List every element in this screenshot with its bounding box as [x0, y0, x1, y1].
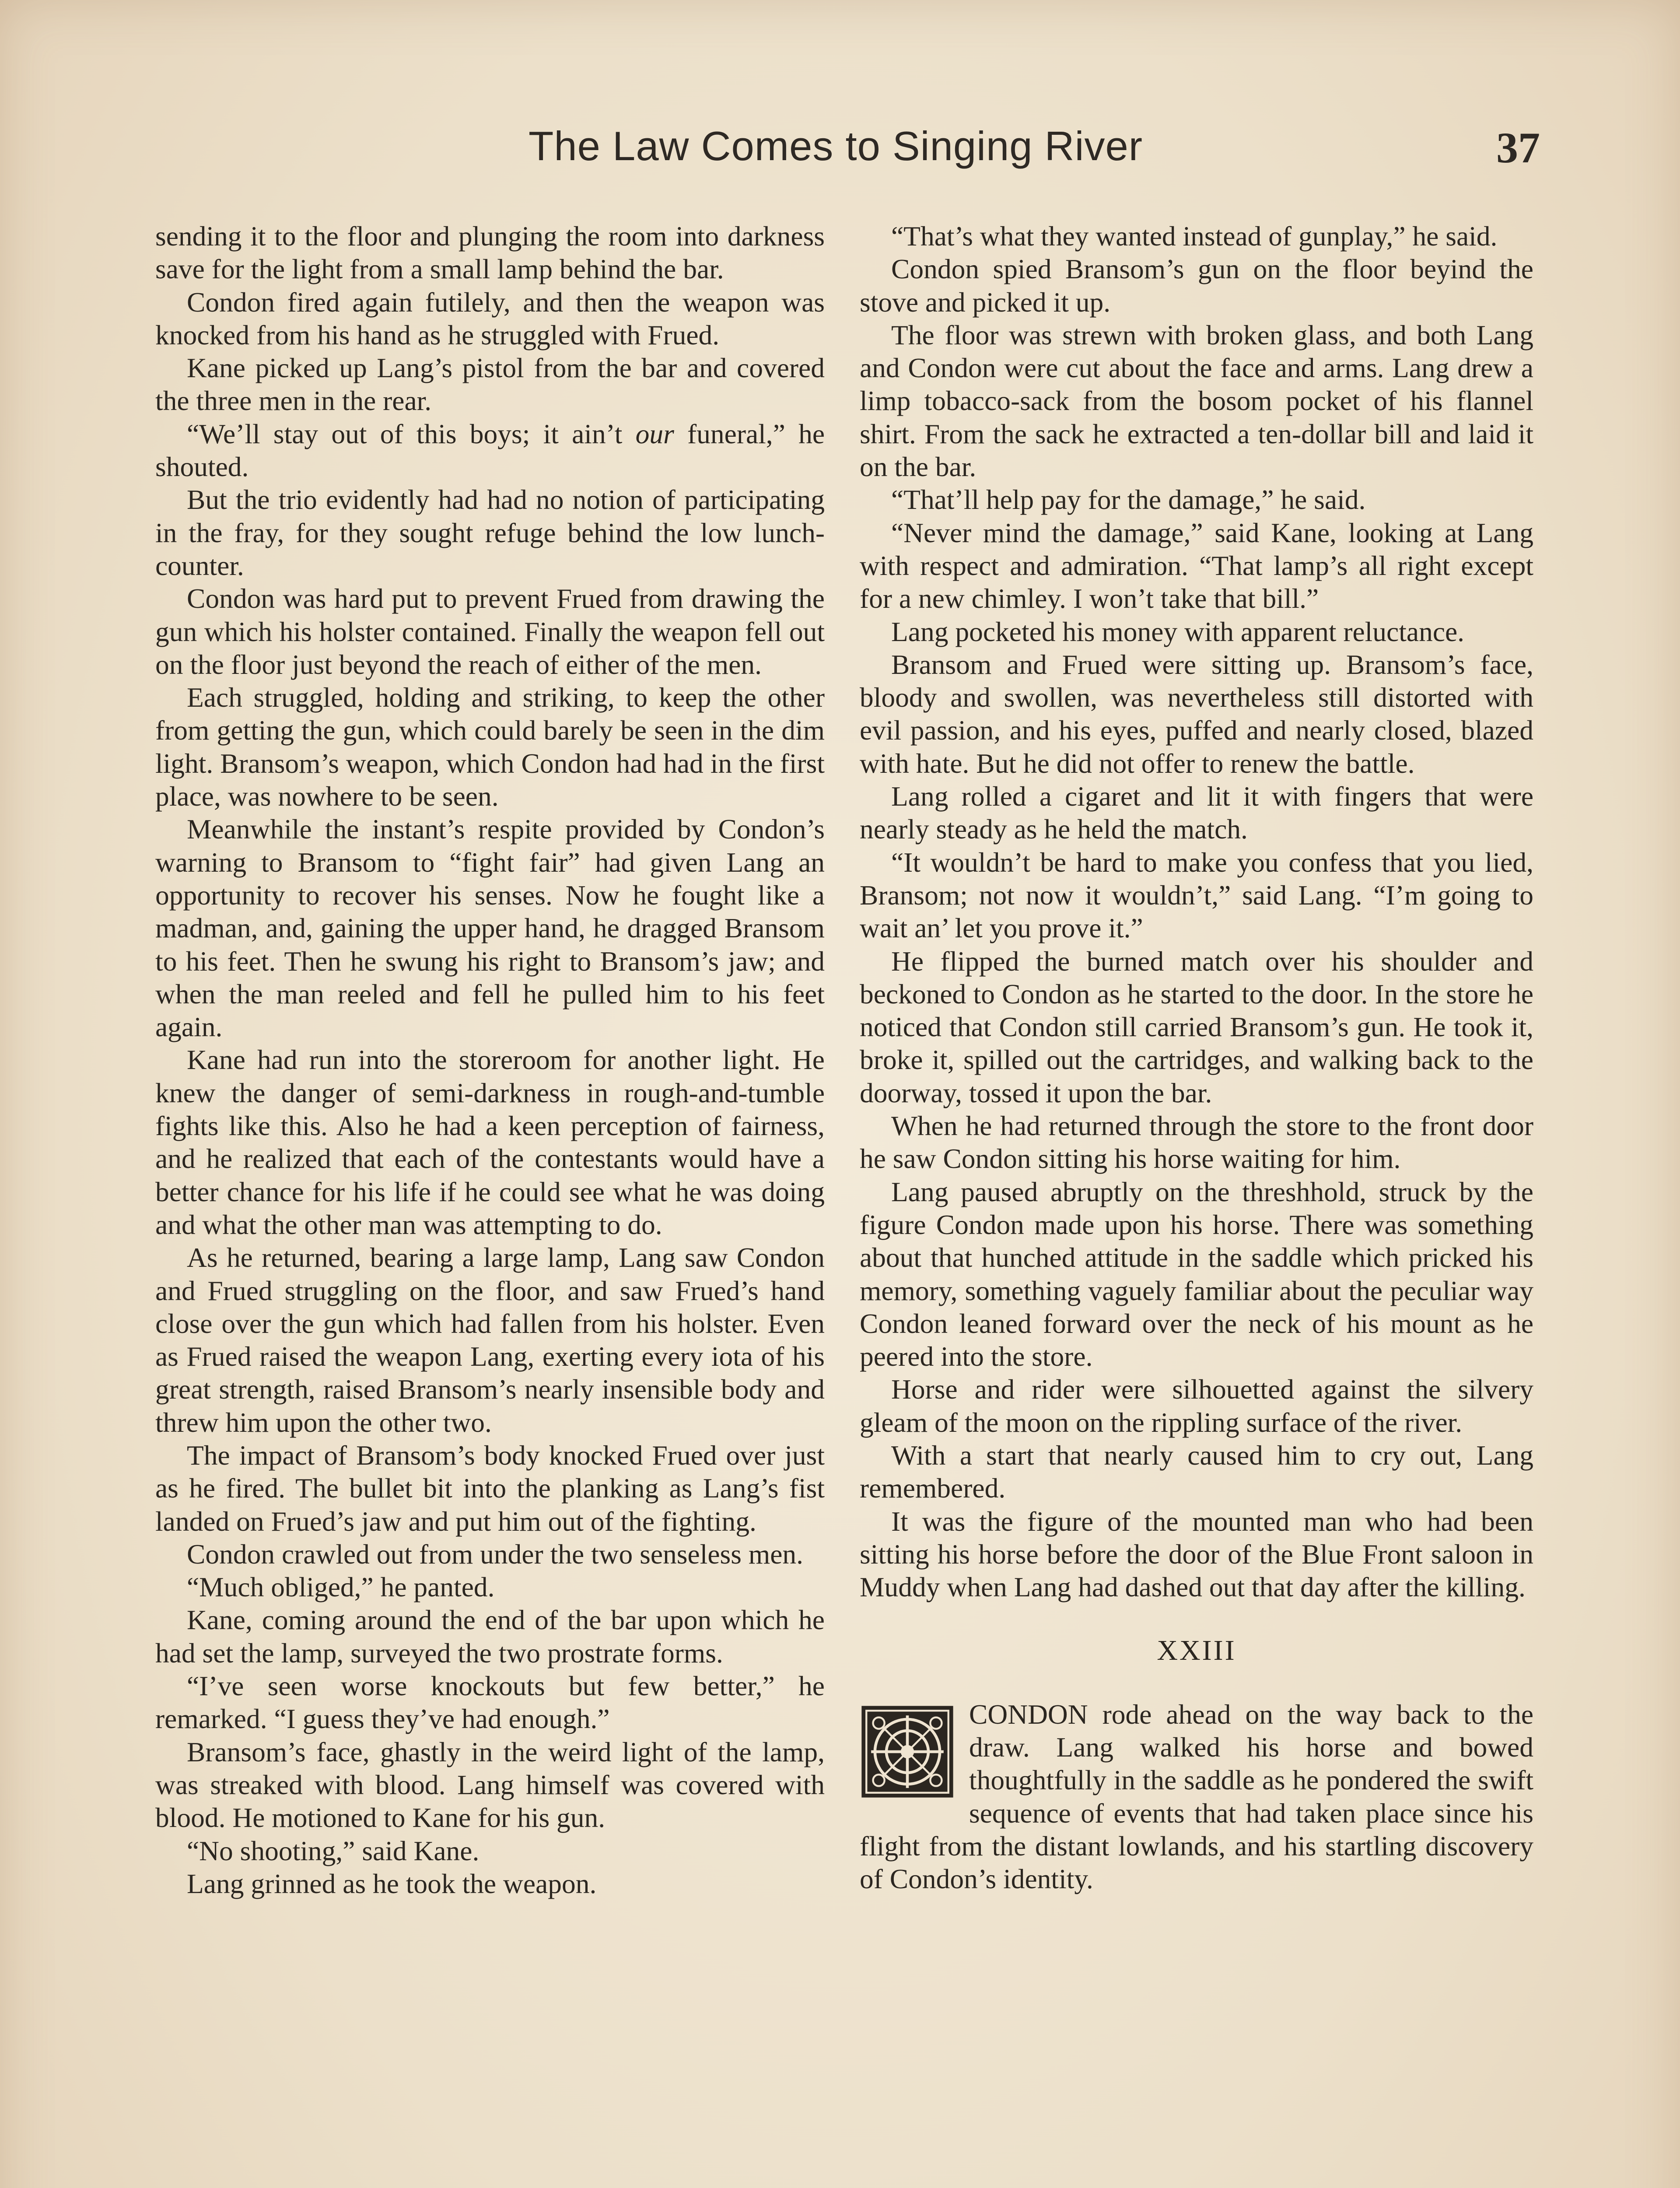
paragraph: As he returned, bearing a large lamp, Lang saw Condon and Frued struggling on the floor, and saw Frued’s hand close over the gun which had fallen from his holster. Even as Frued raised the weapon Lang, exerting every iota of his great strength, raised Bransom’s nearly insensible body and threw him upon the other two. [155, 1242, 825, 1438]
paragraph: Kane picked up Lang’s pistol from the bar and covered the three men in the rear. [155, 352, 825, 417]
running-title: The Law Comes to Singing River [528, 123, 1143, 169]
chapter-opening [860, 1698, 1533, 1896]
paragraph: Meanwhile the instant’s respite provided by Condon’s warning to Bransom to “fight fair” had given Lang an opportunity to recover his senses. Now he fought like a madman, and, gaining the upper hand, he dragged Bransom to his feet. Then he swung his right to Bransom’s jaw; and when the man reeled and fell he pulled him to his feet again. [155, 813, 825, 1043]
paragraph: Condon crawled out from under the two senseless men. [187, 1538, 804, 1570]
chapter-opening-paragraph: CONDON rode ahead on the way back to the draw. Lang walked his horse and bowed thoughtfully in the saddle as he pondered the swift sequence of events that had taken place since his flight from the distant lowlands, and his startling discovery of Condon’s identity. [860, 1698, 1533, 1895]
paragraph: Condon spied Bransom’s gun on the floor beyind the stove and picked it up. [860, 253, 1533, 318]
paragraph: Lang paused abruptly on the threshhold, struck by the figure Condon made upon his horse. There was something about that hunched attitude in the saddle which pricked his memory, something vaguely familiar about the peculiar way Condon leaned forward over the neck of his mount as he peered into the store. [860, 1176, 1533, 1372]
paragraph: “That’s what they wanted instead of gunplay,” he said. [891, 221, 1498, 252]
page-number: 37 [1496, 123, 1540, 172]
running-head [131, 123, 1540, 193]
right-column-paragraphs [860, 220, 1533, 1603]
paragraph: Condon was hard put to prevent Frued from drawing the gun which his holster contained. Finally the weapon fell out on the floor just beyond the reach of either of the men. [155, 583, 825, 680]
paragraph: The floor was strewn with broken glass, and both Lang and Condon were cut about the face and arms. Lang drew a limp tobacco-sack from the bosom pocket of his flannel shirt. From the sack he extracted a ten-dollar bill and laid it on the bar. [860, 319, 1533, 483]
paragraph: “It wouldn’t be hard to make you confess that you lied, Bransom; not now it wouldn’t,” said Lang. “I’m going to wait an’ let you prove it.” [860, 846, 1533, 944]
paragraph: “I’ve seen worse knockouts but few better,” he remarked. “I guess they’ve had enough.” [155, 1670, 825, 1735]
paragraph: It was the figure of the mounted man who had been sitting his horse before the door of the Blue Front saloon in Muddy when Lang had dashed out that day after the killing. [860, 1505, 1533, 1603]
paragraph: sending it to the floor and plunging the room into darkness save for the light from a small lamp behind the bar. [155, 221, 825, 285]
celtic-knot-ornament-icon [860, 1704, 955, 1799]
paragraph: Each struggled, holding and striking, to keep the other from getting the gun, which could barely be seen in the dim light. Bransom’s weapon, which Condon had had in the first place, was nowhere to be seen. [155, 682, 825, 812]
right-column [860, 220, 1533, 1896]
paragraph: Lang rolled a cigaret and lit it with fingers that were nearly steady as he held the match. [860, 781, 1533, 845]
paragraph: When he had returned through the store to the front door he saw Condon sitting his horse waiting for him. [860, 1110, 1533, 1175]
paragraph: “Much obliged,” he panted. [187, 1571, 495, 1603]
paragraph: “That’ll help pay for the damage,” he said. [891, 484, 1366, 515]
paragraph: Horse and rider were silhouetted against the silvery gleam of the moon on the rippling surface of the river. [860, 1374, 1533, 1438]
paragraph: Kane had run into the storeroom for another light. He knew the danger of semi-darkness in rough-and-tumble fights like this. Also he had a keen perception of fairness, and he realized that each of the contestants would have a better chance for his life if he could see what he was doing and what the other man was attempting to do. [155, 1044, 825, 1240]
paragraph: He flipped the burned match over his shoulder and beckoned to Condon as he started to the door. In the store he noticed that Condon still carried Bransom’s gun. He took it, broke it, spilled out the cartridges, and walking back to the doorway, tossed it upon the bar. [860, 945, 1533, 1108]
paragraph: Condon fired again futilely, and then the weapon was knocked from his hand as he struggled with Frued. [155, 286, 825, 351]
paragraph: Bransom’s face, ghastly in the weird light of the lamp, was streaked with blood. Lang himself was covered with blood. He motioned to Kane for his gun. [155, 1736, 825, 1834]
paragraph: Lang pocketed his money with apparent reluctance. [891, 616, 1465, 647]
paragraph: “No shooting,” said Kane. [187, 1835, 480, 1866]
paragraph: Bransom and Frued were sitting up. Bransom’s face, bloody and swollen, was nevertheless still distorted with evil passion, and his eyes, puffed and nearly closed, blazed with hate. But he did not offer to renew the battle. [860, 649, 1533, 779]
paragraph: But the trio evidently had had no notion of participating in the fray, for they sought refuge behind the low lunch-counter. [155, 484, 825, 581]
paragraph: With a start that nearly caused him to cry out, Lang remembered. [860, 1439, 1533, 1504]
paragraph: Lang grinned as he took the weapon. [187, 1868, 597, 1899]
paragraph: The impact of Bransom’s body knocked Frued over just as he fired. The bullet bit into the planking as Lang’s fist landed on Frued’s jaw and put him out of the fighting. [155, 1439, 825, 1537]
chapter-heading: XXIII [1157, 1634, 1236, 1667]
paragraph: “Never mind the damage,” said Kane, looking at Lang with respect and admiration. “That lamp’s all right except for a new chimley. I won’t take that bill.” [860, 517, 1533, 614]
left-column [155, 220, 825, 1900]
paragraph: “We’ll stay out of this boys; it ain’t our funeral,” he shouted. [155, 418, 825, 483]
emphasis: our [635, 418, 674, 449]
paragraph: Kane, coming around the end of the bar upon which he had set the lamp, surveyed the two prostrate forms. [155, 1604, 825, 1669]
